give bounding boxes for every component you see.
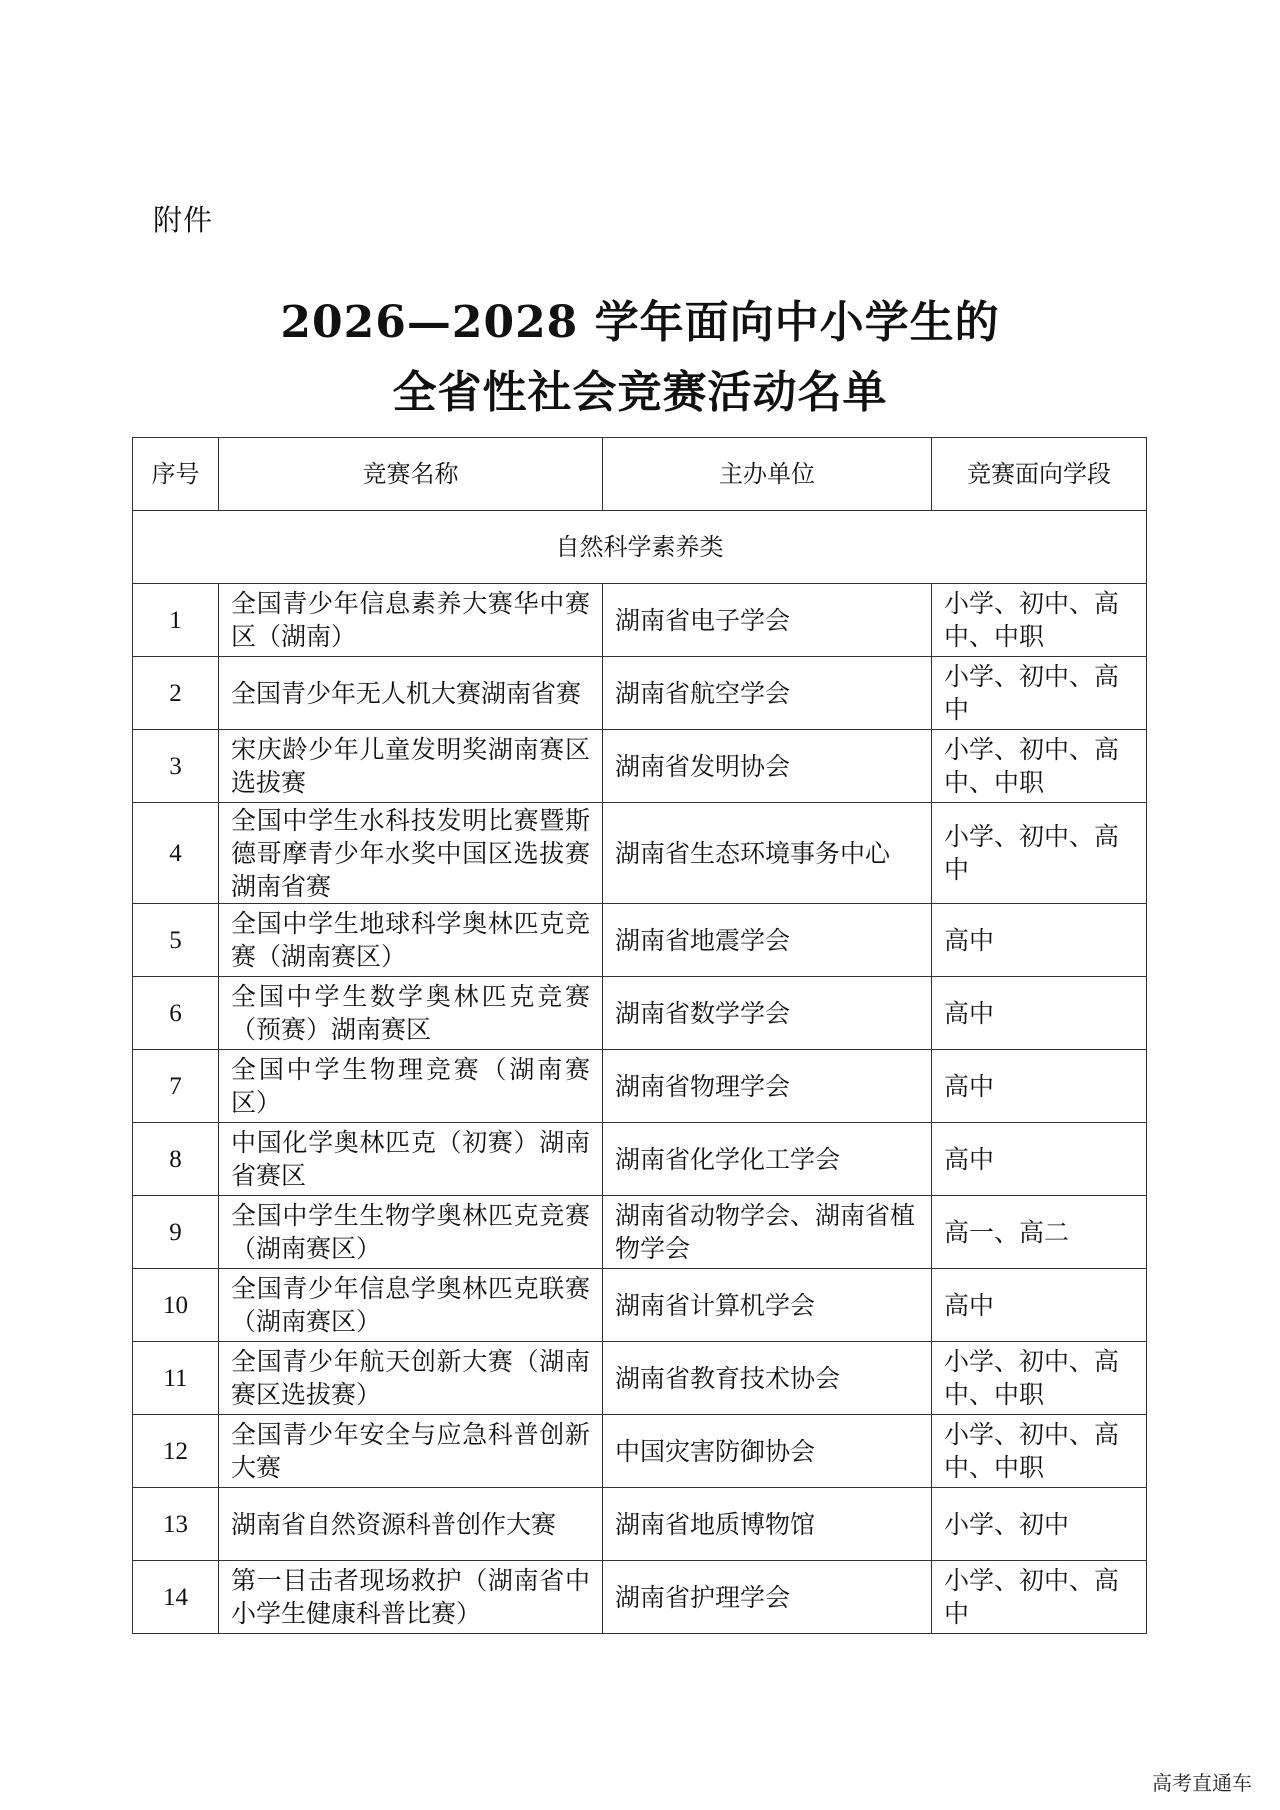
header-organizer: 主办单位: [603, 438, 932, 511]
row-name: 全国中学生生物学奥林匹克竞赛（湖南赛区）: [219, 1196, 603, 1269]
table-row: [133, 1561, 1147, 1634]
row-name: 全国中学生物理竞赛（湖南赛区）: [219, 1050, 603, 1123]
row-index: 13: [133, 1488, 219, 1561]
title-line-2: 全省性社会竞赛活动名单: [392, 367, 888, 418]
row-name: 第一目击者现场救护（湖南省中小学生健康科普比赛）: [219, 1561, 603, 1634]
row-organizer: 湖南省电子学会: [603, 584, 932, 657]
row-name: 全国中学生地球科学奥林匹克竞赛（湖南赛区）: [219, 904, 603, 977]
row-name: 全国青少年航天创新大赛（湖南赛区选拔赛）: [219, 1342, 603, 1415]
table-row: [133, 803, 1147, 904]
row-organizer: 湖南省地质博物馆: [603, 1488, 932, 1561]
row-organizer: 湖南省地震学会: [603, 904, 932, 977]
row-index: 14: [133, 1561, 219, 1634]
row-name: 宋庆龄少年儿童发明奖湖南赛区选拔赛: [219, 730, 603, 803]
row-levels: 高中: [932, 1123, 1147, 1196]
row-levels: 小学、初中、高中: [932, 1561, 1147, 1634]
row-levels: 小学、初中、高中、中职: [932, 1342, 1147, 1415]
row-index: 7: [133, 1050, 219, 1123]
row-name: 中国化学奥林匹克（初赛）湖南省赛区: [219, 1123, 603, 1196]
row-organizer: 湖南省计算机学会: [603, 1269, 932, 1342]
row-organizer: 湖南省发明协会: [603, 730, 932, 803]
row-index: 2: [133, 657, 219, 730]
row-name: 全国中学生数学奥林匹克竞赛（预赛）湖南赛区: [219, 977, 603, 1050]
row-levels: 高中: [932, 1050, 1147, 1123]
row-name: 湖南省自然资源科普创作大赛: [219, 1488, 603, 1561]
competition-table: [132, 437, 1147, 1634]
table-row: [133, 1123, 1147, 1196]
row-index: 5: [133, 904, 219, 977]
table-row: [133, 657, 1147, 730]
table-row: [133, 1415, 1147, 1488]
row-name: 全国中学生水科技发明比赛暨斯德哥摩青少年水奖中国区选拔赛湖南省赛: [219, 803, 603, 904]
row-organizer: 湖南省数学学会: [603, 977, 932, 1050]
row-index: 3: [133, 730, 219, 803]
row-levels: 小学、初中、高中、中职: [932, 584, 1147, 657]
row-levels: 小学、初中、高中: [932, 657, 1147, 730]
row-organizer: 湖南省教育技术协会: [603, 1342, 932, 1415]
row-index: 4: [133, 803, 219, 904]
table-row: [133, 584, 1147, 657]
table-row: [133, 1269, 1147, 1342]
table-row: [133, 1342, 1147, 1415]
row-name: 全国青少年信息学奥林匹克联赛（湖南赛区）: [219, 1269, 603, 1342]
row-name: 全国青少年无人机大赛湖南省赛: [219, 657, 603, 730]
row-index: 11: [133, 1342, 219, 1415]
header-index: 序号: [133, 438, 219, 511]
row-levels: 高一、高二: [932, 1196, 1147, 1269]
category-label: 自然科学素养类: [133, 511, 1147, 584]
category-row: [133, 511, 1147, 584]
table-row: [133, 1488, 1147, 1561]
table-row: [133, 904, 1147, 977]
header-levels: 竞赛面向学段: [932, 438, 1147, 511]
table-row: [133, 977, 1147, 1050]
row-index: 10: [133, 1269, 219, 1342]
row-organizer: 湖南省护理学会: [603, 1561, 932, 1634]
row-organizer: 湖南省化学化工学会: [603, 1123, 932, 1196]
row-levels: 小学、初中、高中: [932, 803, 1147, 904]
attachment-label: 附件: [153, 203, 214, 237]
row-levels: 高中: [932, 1269, 1147, 1342]
row-name: 全国青少年信息素养大赛华中赛区（湖南）: [219, 584, 603, 657]
table-row: [133, 730, 1147, 803]
document-title: [0, 288, 1280, 428]
row-organizer: 中国灾害防御协会: [603, 1415, 932, 1488]
row-name: 全国青少年安全与应急科普创新大赛: [219, 1415, 603, 1488]
table-row: [133, 1050, 1147, 1123]
row-index: 1: [133, 584, 219, 657]
row-index: 6: [133, 977, 219, 1050]
row-index: 8: [133, 1123, 219, 1196]
row-organizer: 湖南省生态环境事务中心: [603, 803, 932, 904]
row-levels: 小学、初中、高中、中职: [932, 730, 1147, 803]
row-organizer: 湖南省航空学会: [603, 657, 932, 730]
row-levels: 小学、初中、高中、中职: [932, 1415, 1147, 1488]
row-organizer: 湖南省动物学会、湖南省植物学会: [603, 1196, 932, 1269]
row-index: 12: [133, 1415, 219, 1488]
row-levels: 高中: [932, 977, 1147, 1050]
table-header-row: [133, 438, 1147, 511]
title-line-1: 2026—2028 学年面向中小学生的: [280, 297, 1000, 348]
header-name: 竞赛名称: [219, 438, 603, 511]
row-organizer: 湖南省物理学会: [603, 1050, 932, 1123]
row-levels: 小学、初中: [932, 1488, 1147, 1561]
row-index: 9: [133, 1196, 219, 1269]
row-levels: 高中: [932, 904, 1147, 977]
table-row: [133, 1196, 1147, 1269]
watermark: 高考直通车: [1152, 1771, 1252, 1795]
